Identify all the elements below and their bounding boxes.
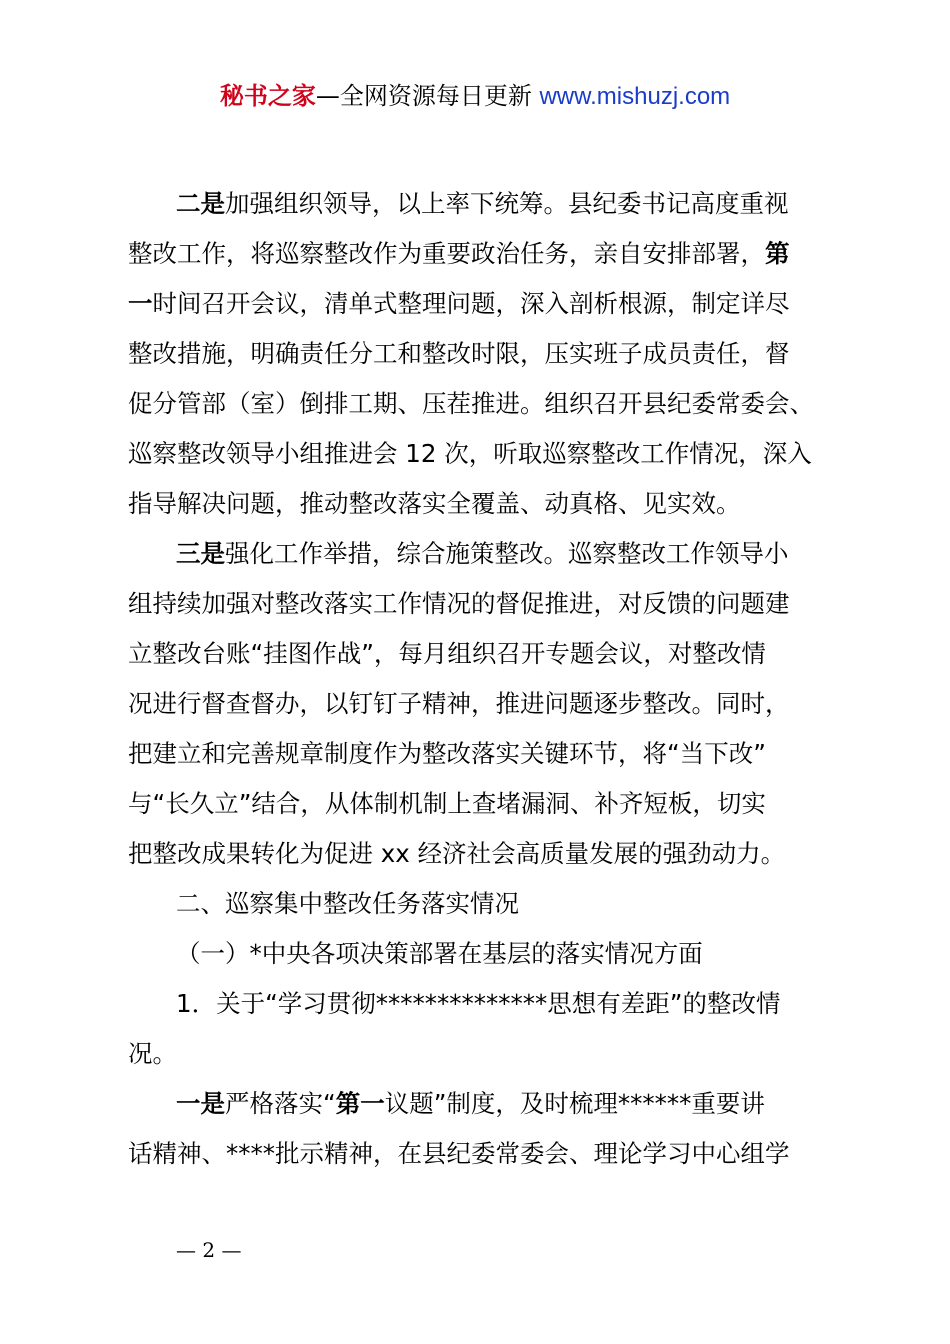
para1-line5: 促分管部（室）倒排工期、压茬推进。组织召开县纪委常委会、 <box>128 389 814 418</box>
para2-line2: 组持续加强对整改落实工作情况的督促推进，对反馈的问题建 <box>128 589 790 618</box>
para2-lead: 三是 <box>176 539 225 568</box>
para2-line6: 与“长久立”结合，从体制机制上查堵漏洞、补齐短板，切实 <box>128 789 766 818</box>
section-heading: 二、巡察集中整改任务落实情况 <box>176 889 519 918</box>
para2-line7: 把整改成果转化为促进 xx 经济社会高质量发展的强劲动力。 <box>128 839 786 868</box>
para1-line3: 一时间召开会议，清单式整理问题，深入剖析根源，制定详尽 <box>128 289 790 318</box>
para1-line7: 指导解决问题，推动整改落实全覆盖、动真格、见实效。 <box>128 489 741 518</box>
sub-heading: （一）*中央各项决策部署在基层的落实情况方面 <box>176 939 703 968</box>
site-url-link[interactable]: www.mishuzj.com <box>539 83 731 110</box>
para1-line4: 整改措施，明确责任分工和整改时限，压实班子成员责任，督 <box>128 339 790 368</box>
para3-lead: 一是 <box>176 1089 225 1118</box>
site-tagline: —全网资源每日更新 <box>315 82 532 110</box>
para1-line1: 二是加强组织领导，以上率下统筹。县纪委书记高度重视 <box>176 189 789 218</box>
site-brand: 秘书之家 <box>219 82 316 110</box>
para2-line5: 把建立和完善规章制度作为整改落实关键环节，将“当下改” <box>128 739 766 768</box>
item1-line1: 1．关于“学习贯彻**************思想有差距”的整改情 <box>176 989 781 1018</box>
para2-line3: 立整改台账“挂图作战”，每月组织召开专题会议，对整改情 <box>128 639 766 668</box>
para1-lead: 二是 <box>176 189 225 218</box>
item1-line2: 况。 <box>128 1039 177 1068</box>
para2-line1: 三是强化工作举措，综合施策整改。巡察整改工作领导小 <box>176 539 789 568</box>
para1-line2: 整改工作，将巡察整改作为重要政治任务，亲自安排部署，第 <box>128 239 790 268</box>
para3-line2: 话精神、****批示精神，在县纪委常委会、理论学习中心组学 <box>128 1139 790 1168</box>
para1-line6: 巡察整改领导小组推进会 12 次，听取巡察整改工作情况，深入 <box>128 439 812 468</box>
para3-line1: 一是严格落实“第一议题”制度，及时梳理******重要讲 <box>176 1089 765 1118</box>
para2-line4: 况进行督查督办，以钉钉子精神，推进问题逐步整改。同时， <box>128 689 790 718</box>
page-number: — 2 — <box>176 1238 242 1262</box>
site-header <box>0 80 950 113</box>
